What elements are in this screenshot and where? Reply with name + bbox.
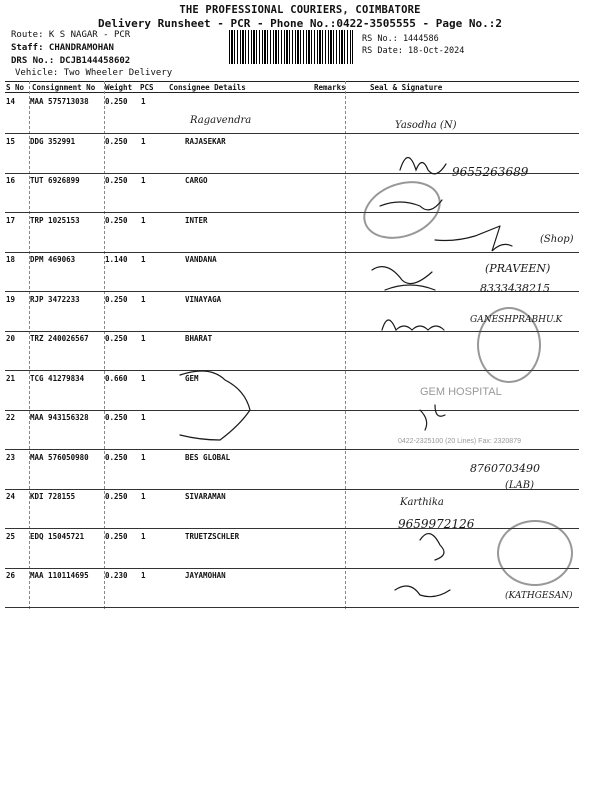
cell-sno: 18 <box>6 255 16 264</box>
cell-consignment-no: EDQ 15045721 <box>30 531 85 541</box>
cell-pcs: 1 <box>141 413 146 422</box>
cell-sno: 23 <box>6 452 16 462</box>
table-row <box>5 449 579 490</box>
gem-hospital-stamp-text: GEM HOSPITAL <box>420 386 502 398</box>
cell-weight: 1.140 <box>105 255 128 264</box>
cell-consignee: CARGO <box>185 176 208 185</box>
cell-consignment-no: DPM 469063 <box>30 255 76 264</box>
rs-date: RS Date: 18-Oct-2024 <box>362 46 465 56</box>
company-title: THE PROFESSIONAL COURIERS, COIMBATORE <box>179 4 421 16</box>
cell-pcs: 1 <box>141 136 146 146</box>
cell-consignment-no: RJP 3472233 <box>30 294 80 304</box>
barcode <box>229 30 353 64</box>
cell-pcs: 1 <box>141 531 146 541</box>
cell-pcs: 1 <box>141 373 146 383</box>
cell-sno: 17 <box>6 215 16 225</box>
cell-pcs: 1 <box>141 97 146 106</box>
handwritten-note-row26: (KATHGESAN) <box>505 591 573 601</box>
cell-sno: 19 <box>6 294 16 304</box>
handwritten-note-row23: (LAB) <box>505 480 535 491</box>
cell-sno: 25 <box>6 531 16 541</box>
cell-weight: 0.250 <box>105 136 128 146</box>
table-row <box>5 251 579 292</box>
col-header-consignee: Consignee Details <box>169 83 246 92</box>
cell-consignee: VINAYAGA <box>185 294 222 304</box>
cell-pcs: 1 <box>141 334 146 343</box>
cell-consignee: TRUETZSCHLER <box>185 531 240 541</box>
handwritten-name-row24: Karthika <box>400 497 444 508</box>
cell-consignment-no: MAA 576050980 <box>30 452 89 462</box>
col-header-consignment: Consignment No <box>32 83 96 92</box>
cell-consignee: VANDANA <box>185 255 217 264</box>
cell-consignment-no: DDG 352991 <box>30 136 76 146</box>
cell-consignee: BES GLOBAL <box>185 452 231 462</box>
handwritten-phone-row15: 9655263689 <box>452 165 529 179</box>
handwritten-phone-row24: 9659972126 <box>398 517 475 531</box>
cell-pcs: 1 <box>141 255 146 264</box>
cell-weight: 0.660 <box>105 373 128 383</box>
col-header-seal: Seal & Signature <box>370 83 443 92</box>
cell-weight: 0.250 <box>105 215 128 225</box>
handwritten-name-row18: (PRAVEEN) <box>485 262 551 275</box>
cell-sno: 24 <box>6 492 16 501</box>
runsheet-title: Delivery Runsheet - PCR - Phone No.:0422-3505555 - Page No.:2 <box>98 17 502 30</box>
handwritten-note-row17: (Shop) <box>540 234 574 245</box>
table-row <box>5 567 579 608</box>
handwritten-sig-row14: Yasodha (N) <box>395 120 457 131</box>
table-row <box>5 488 579 529</box>
cell-consignee: GEM <box>185 373 199 383</box>
cell-weight: 0.230 <box>105 571 128 580</box>
cell-consignee: BHARAT <box>185 334 213 343</box>
route-text: Route: K S NAGAR - PCR <box>11 30 131 40</box>
cell-consignee: RAJASEKAR <box>185 136 226 146</box>
cell-sno: 21 <box>6 373 16 383</box>
company-seal-stamp <box>497 520 573 586</box>
cell-consignment-no: MAA 575713038 <box>30 97 89 106</box>
cell-consignment-no: TUT 6926899 <box>30 176 80 185</box>
table-row <box>5 133 579 174</box>
cell-weight: 0.250 <box>105 452 128 462</box>
handwritten-phone-row23: 8760703490 <box>470 462 540 475</box>
cell-consignment-no: TRZ 240026567 <box>30 334 89 343</box>
staff-text: Staff: CHANDRAMOHAN <box>11 43 114 53</box>
cell-consignment-no: MAA 943156328 <box>30 413 89 422</box>
cell-pcs: 1 <box>141 176 146 185</box>
cell-consignment-no: TCG 41279834 <box>30 373 85 383</box>
round-seal-stamp <box>477 307 541 383</box>
handwritten-name-row19: GANESHPRABHU.K <box>470 315 563 325</box>
cell-sno: 26 <box>6 571 16 580</box>
cell-weight: 0.250 <box>105 97 128 106</box>
cell-consignment-no: TRP 1025153 <box>30 215 80 225</box>
cell-weight: 0.250 <box>105 531 128 541</box>
cell-sno: 16 <box>6 176 16 185</box>
cell-consignee: JAYAMOHAN <box>185 571 226 580</box>
cell-sno: 22 <box>6 413 16 422</box>
cell-pcs: 1 <box>141 294 146 304</box>
cell-pcs: 1 <box>141 492 146 501</box>
cell-sno: 20 <box>6 334 16 343</box>
cell-pcs: 1 <box>141 215 146 225</box>
cell-weight: 0.250 <box>105 492 128 501</box>
cell-consignment-no: KDI 728155 <box>30 492 76 501</box>
handwritten-phone-row18: 8333438215 <box>480 282 550 295</box>
cell-pcs: 1 <box>141 452 146 462</box>
cell-sno: 14 <box>6 97 16 106</box>
table-row <box>5 172 579 213</box>
cell-consignee: INTER <box>185 215 208 225</box>
col-header-sno: S No <box>6 83 25 92</box>
header-rule-top <box>5 81 579 82</box>
cell-pcs: 1 <box>141 571 146 580</box>
cell-weight: 0.250 <box>105 334 128 343</box>
col-header-weight: Weight <box>105 83 133 92</box>
gem-hospital-phone: 0422-2325100 (20 Lines) Fax: 2320879 <box>398 438 521 445</box>
cell-sno: 15 <box>6 136 16 146</box>
drs-number: DRS No.: DCJB144458602 <box>11 56 131 66</box>
col-header-pcs: PCS <box>140 83 154 92</box>
table-row <box>5 528 579 569</box>
handwritten-consignee-row14: Ragavendra <box>190 115 252 126</box>
cell-weight: 0.250 <box>105 176 128 185</box>
cell-weight: 0.250 <box>105 294 128 304</box>
cell-consignee: SIVARAMAN <box>185 492 226 501</box>
table-row <box>5 212 579 253</box>
rs-number: RS No.: 1444586 <box>362 34 439 44</box>
vehicle-text: Vehicle: Two Wheeler Delivery <box>15 68 173 78</box>
col-header-remarks: Remarks <box>314 83 346 92</box>
table-row <box>5 93 579 134</box>
cell-consignment-no: MAA 110114695 <box>30 571 89 580</box>
cell-weight: 0.250 <box>105 413 128 422</box>
